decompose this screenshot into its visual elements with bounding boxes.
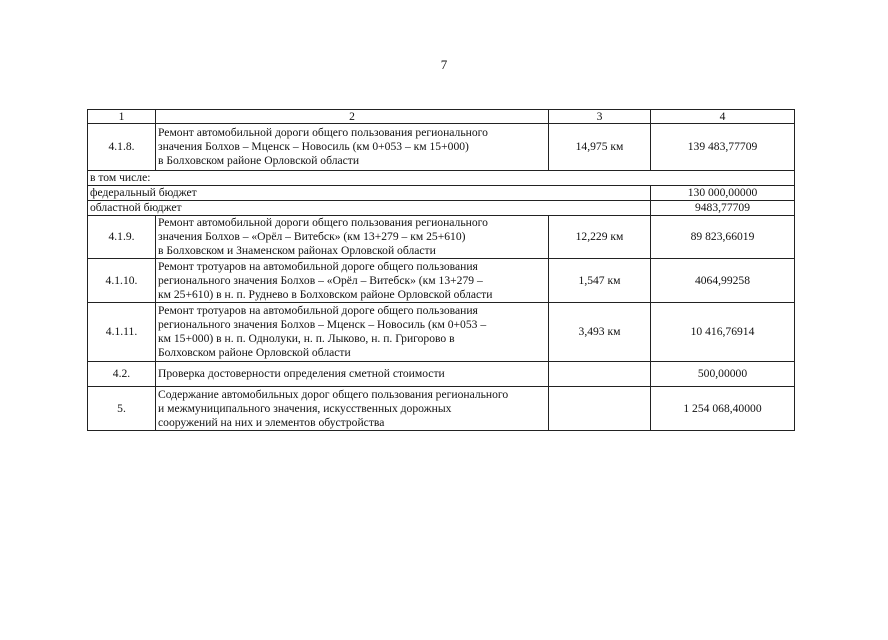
subtotal-caption: в том числе: — [88, 171, 795, 186]
item-description: Ремонт тротуаров на автомобильной дороге общего пользования регионального значения Болхов – Мценск – Новосиль (км 0+053 – км 15+000) в н. п. Однолуки, н. п. Лыково, н. п. Григорово в Болховском районе Орловской области — [156, 303, 549, 362]
header-row — [88, 110, 795, 124]
table-row — [88, 387, 795, 431]
item-length: 3,493 км — [549, 303, 651, 362]
funding-amount: 9483,77709 — [651, 201, 795, 216]
item-description: Ремонт тротуаров на автомобильной дороге общего пользования регионального значения Болхов – «Орёл – Витебск» (км 13+279 – км 25+610) в н. п. Руднево в Болховском районе Орловской области — [156, 259, 549, 303]
item-description: Содержание автомобильных дорог общего пользования регионального и межмуниципального значения, искусственных дорожных сооружений на них и элементов обустройства — [156, 387, 549, 431]
table-row — [88, 171, 795, 186]
funding-source-label: областной бюджет — [88, 201, 651, 216]
table-row — [88, 186, 795, 201]
header-cell: 1 — [88, 110, 156, 124]
item-length: 12,229 км — [549, 216, 651, 259]
item-cost: 89 823,66019 — [651, 216, 795, 259]
item-length — [549, 362, 651, 387]
item-number: 4.1.8. — [88, 124, 156, 171]
header-cell: 2 — [156, 110, 549, 124]
item-number: 4.1.10. — [88, 259, 156, 303]
item-cost: 10 416,76914 — [651, 303, 795, 362]
item-length: 14,975 км — [549, 124, 651, 171]
item-number: 5. — [88, 387, 156, 431]
table-row — [88, 303, 795, 362]
item-cost: 139 483,77709 — [651, 124, 795, 171]
header-cell: 3 — [549, 110, 651, 124]
funding-source-label: федеральный бюджет — [88, 186, 651, 201]
table-row — [88, 201, 795, 216]
budget-table — [87, 109, 795, 431]
item-cost: 4064,99258 — [651, 259, 795, 303]
item-number: 4.2. — [88, 362, 156, 387]
item-description: Проверка достоверности определения сметной стоимости — [156, 362, 549, 387]
item-description: Ремонт автомобильной дороги общего пользования регионального значения Болхов – Мценск – Новосиль (км 0+053 – км 15+000) в Болховском районе Орловской области — [156, 124, 549, 171]
header-cell: 4 — [651, 110, 795, 124]
item-length — [549, 387, 651, 431]
item-number: 4.1.9. — [88, 216, 156, 259]
item-cost: 500,00000 — [651, 362, 795, 387]
table-row — [88, 124, 795, 171]
page-number: 7 — [440, 57, 448, 72]
funding-amount: 130 000,00000 — [651, 186, 795, 201]
item-length: 1,547 км — [549, 259, 651, 303]
item-number: 4.1.11. — [88, 303, 156, 362]
item-description: Ремонт автомобильной дороги общего пользования регионального значения Болхов – «Орёл – Витебск» (км 13+279 – км 25+610) в Болховском и Знаменском районах Орловской области — [156, 216, 549, 259]
table-row — [88, 216, 795, 259]
item-cost: 1 254 068,40000 — [651, 387, 795, 431]
table-row — [88, 259, 795, 303]
table-row — [88, 362, 795, 387]
